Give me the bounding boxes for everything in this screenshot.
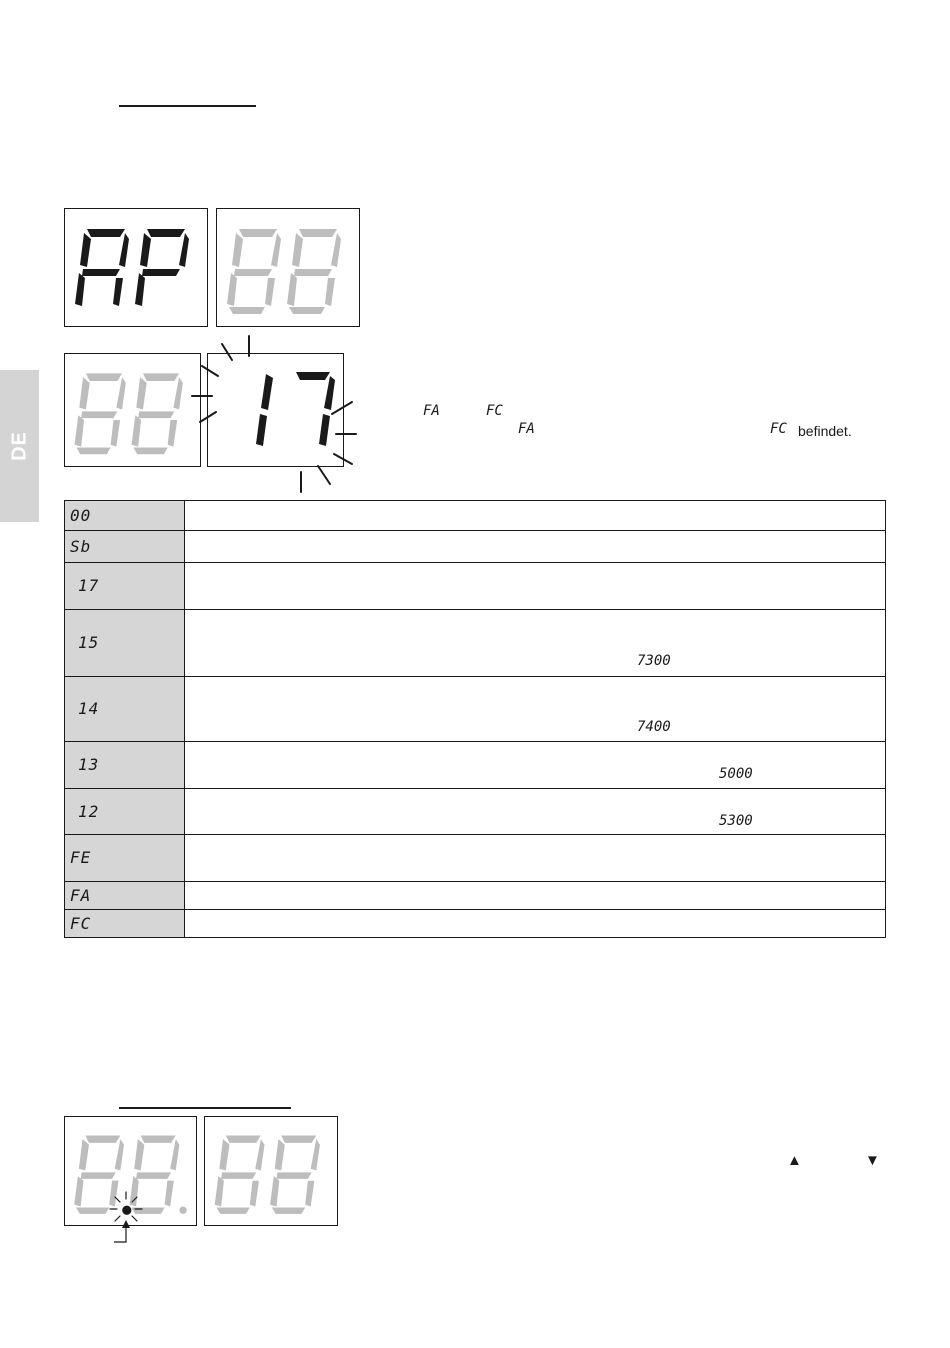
code-cell [65,835,185,882]
description-cell [185,501,886,531]
seven-segment-blank-2 [65,354,200,466]
code-label: 13 [78,755,100,774]
code-cell [65,563,185,610]
description-cell [185,835,886,882]
table-row [65,501,886,531]
table-row [65,882,886,910]
description-cell [185,677,886,742]
down-triangle-icon: ▼ [865,1152,880,1169]
code-value: 5300 [719,813,753,829]
code-label: FA [70,885,92,905]
code-cell [65,910,185,938]
display-error-left [64,208,208,327]
code-label: 15 [78,633,100,652]
section-title-underline [119,105,256,107]
code-value: 7300 [637,653,671,669]
description-cell [185,882,886,910]
up-triangle-icon: ▲ [787,1152,802,1169]
code-cell [65,501,185,531]
description-cell [185,610,886,677]
blink-rays-icon [190,330,370,500]
code-label: FE [70,848,92,867]
description-cell [185,531,886,563]
language-tab-label: DE [8,431,30,461]
code-label: 17 [78,576,100,595]
seven-segment-blank-4 [205,1117,337,1225]
section-title-underline-2 [119,1107,291,1109]
description-cell [185,910,886,938]
code-label: Sb [70,536,92,556]
code-cell [65,531,185,563]
note-code-fa-1: FA [423,403,440,419]
dot-blink-indicator-icon [105,1190,149,1246]
description-cell [185,742,886,789]
code-label: 14 [78,699,100,718]
code-value: 7400 [637,719,671,735]
display-blank-left [64,353,201,467]
table-row [65,742,886,789]
note-code-fc-1: FC [486,403,503,419]
table-row [65,563,886,610]
description-cell [185,563,886,610]
digit-p [135,229,189,306]
seven-segment-blank [217,209,359,326]
code-cell [65,610,185,677]
table-row [65,610,886,677]
table-row [65,835,886,882]
code-cell [65,789,185,835]
table-row [65,789,886,835]
code-value: 5000 [719,766,753,782]
description-cell [185,789,886,835]
table-row [65,677,886,742]
seven-segment-ap [65,209,207,326]
code-label: FC [70,913,92,933]
table-row [65,910,886,938]
display-blank-right [216,208,360,327]
error-codes-table [64,500,886,938]
table-row [65,531,886,563]
note-code-fa-2: FA [518,421,535,437]
code-cell [65,742,185,789]
display-blank-right-2 [204,1116,338,1226]
digit-a [75,229,129,306]
code-cell [65,882,185,910]
note-code-fc-2: FC [770,421,787,437]
code-label: 12 [78,801,100,821]
language-tab [0,370,39,522]
code-label: 00 [70,505,92,525]
note-suffix: befindet. [798,423,852,439]
code-cell [65,677,185,742]
